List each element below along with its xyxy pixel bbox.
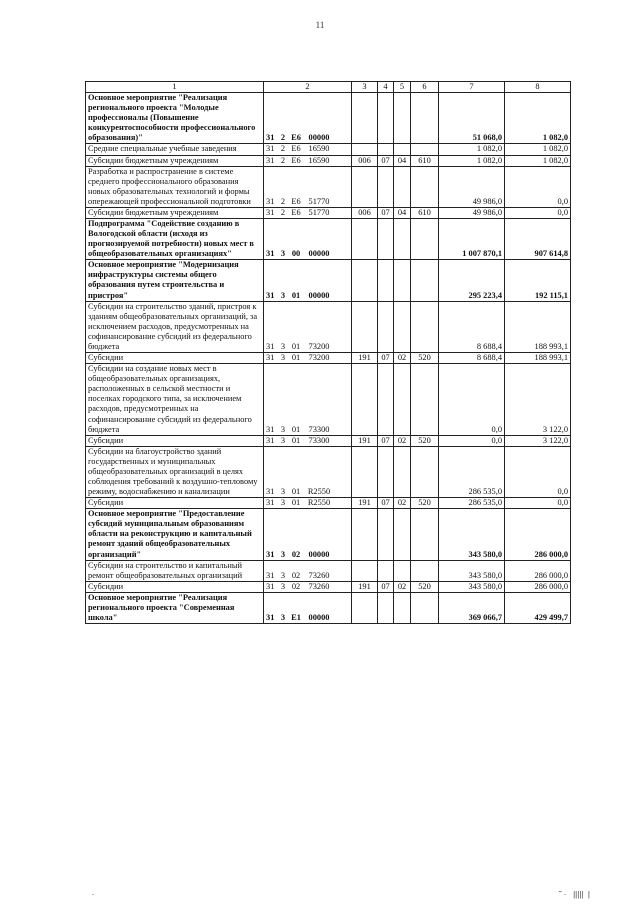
table-row <box>86 435 571 446</box>
row-section <box>378 166 394 207</box>
row-subsection <box>394 166 411 207</box>
row-section <box>378 93 394 144</box>
row-value-col7: 343 580,0 <box>439 560 505 581</box>
table-row <box>86 592 571 623</box>
row-section <box>378 260 394 301</box>
row-expense-type <box>411 560 439 581</box>
row-name: Субсидии на строительство зданий, пристроя к зданиям общеобразовательных организаций, за исключением расходов, предусмотренных на софинансирование субсидий из федерального бюджета <box>86 301 264 352</box>
code-part: 00000 <box>308 549 330 559</box>
row-value-col8: 1 082,0 <box>505 144 571 155</box>
row-value-col8: 3 122,0 <box>505 435 571 446</box>
code-part: 31 <box>266 155 275 165</box>
code-part: 31 <box>266 549 275 559</box>
code-part: 16590 <box>308 144 330 154</box>
row-code <box>264 144 352 155</box>
row-section: 07 <box>378 581 394 592</box>
row-value-col8: 429 499,7 <box>505 592 571 623</box>
row-value-col7: 343 580,0 <box>439 581 505 592</box>
table-row <box>86 353 571 364</box>
code-part: 31 <box>266 570 275 580</box>
table-row <box>86 364 571 436</box>
code-part: 3 <box>280 249 286 259</box>
row-section: 07 <box>378 498 394 509</box>
row-section <box>378 364 394 436</box>
code-part: 02 <box>291 581 301 591</box>
row-value-col8: 1 082,0 <box>505 93 571 144</box>
row-section: 07 <box>378 207 394 218</box>
code-part: 2 <box>280 207 286 217</box>
code-part: 3 <box>280 581 286 591</box>
row-name: Субсидии бюджетным учреждениям <box>86 207 264 218</box>
code-part: 31 <box>266 290 275 300</box>
row-name: Субсидии <box>86 435 264 446</box>
row-subsection <box>394 509 411 560</box>
row-name: Основное мероприятие "Реализация регионального проекта "Современная школа" <box>86 592 264 623</box>
code-part: 73200 <box>308 353 330 363</box>
row-subsection <box>394 592 411 623</box>
code-part: 73300 <box>308 435 330 445</box>
row-value-col7: 8 688,4 <box>439 353 505 364</box>
row-expense-type <box>411 93 439 144</box>
code-part: 02 <box>291 570 301 580</box>
table-row <box>86 301 571 352</box>
code-part: 02 <box>291 549 301 559</box>
row-code <box>264 219 352 260</box>
code-part: 31 <box>266 144 275 154</box>
row-value-col7: 295 223,4 <box>439 260 505 301</box>
column-header: 4 <box>378 82 394 93</box>
row-expense-type: 610 <box>411 207 439 218</box>
row-code <box>264 207 352 218</box>
row-subsection <box>394 301 411 352</box>
row-code <box>264 301 352 352</box>
table-row <box>86 155 571 166</box>
code-part: Е6 <box>291 144 301 154</box>
row-expense-type <box>411 144 439 155</box>
code-part: 01 <box>291 424 301 434</box>
table-row <box>86 93 571 144</box>
code-part: 31 <box>266 612 275 622</box>
code-part: 3 <box>280 290 286 300</box>
row-ministry: 006 <box>352 207 378 218</box>
row-value-col8: 3 122,0 <box>505 364 571 436</box>
code-part: Е1 <box>291 612 301 622</box>
row-value-col7: 369 066,7 <box>439 592 505 623</box>
row-value-col7: 1 007 870,1 <box>439 219 505 260</box>
row-expense-type <box>411 446 439 497</box>
row-value-col8: 0,0 <box>505 498 571 509</box>
row-subsection <box>394 93 411 144</box>
row-value-col8: 0,0 <box>505 446 571 497</box>
code-part: 01 <box>291 435 301 445</box>
row-ministry: 006 <box>352 155 378 166</box>
code-part: 01 <box>291 487 301 497</box>
row-value-col7: 49 986,0 <box>439 166 505 207</box>
row-code <box>264 446 352 497</box>
row-value-col7: 49 986,0 <box>439 207 505 218</box>
row-code <box>264 581 352 592</box>
row-subsection <box>394 560 411 581</box>
code-part: 3 <box>280 612 286 622</box>
table-row <box>86 498 571 509</box>
code-part: 00 <box>291 249 301 259</box>
row-expense-type <box>411 260 439 301</box>
code-part: 3 <box>280 570 286 580</box>
row-section <box>378 446 394 497</box>
row-value-col8: 286 000,0 <box>505 581 571 592</box>
row-value-col8: 192 115,1 <box>505 260 571 301</box>
row-subsection <box>394 364 411 436</box>
row-ministry: 191 <box>352 581 378 592</box>
row-ministry <box>352 219 378 260</box>
row-value-col7: 0,0 <box>439 364 505 436</box>
row-section <box>378 509 394 560</box>
row-name: Подпрограмма "Содействие созданию в Вологодской области (исходя из прогнозируемой потребности) новых мест в общеобразовательных организациях" <box>86 219 264 260</box>
code-part: 73260 <box>308 570 330 580</box>
code-part: 51770 <box>308 196 330 206</box>
row-expense-type <box>411 364 439 436</box>
row-section <box>378 144 394 155</box>
row-expense-type: 520 <box>411 435 439 446</box>
code-part: 51770 <box>308 207 330 217</box>
row-code <box>264 498 352 509</box>
column-header: 3 <box>352 82 378 93</box>
row-value-col8: 286 000,0 <box>505 560 571 581</box>
budget-table <box>85 81 571 624</box>
row-subsection <box>394 219 411 260</box>
code-part: 31 <box>266 435 275 445</box>
row-value-col7: 343 580,0 <box>439 509 505 560</box>
code-part: 3 <box>280 341 286 351</box>
row-expense-type <box>411 592 439 623</box>
row-expense-type <box>411 301 439 352</box>
row-code <box>264 166 352 207</box>
table-header-row <box>86 82 571 93</box>
row-code <box>264 592 352 623</box>
page-number: 11 <box>315 20 325 30</box>
row-name: Субсидии бюджетным учреждениям <box>86 155 264 166</box>
code-part: 31 <box>266 341 275 351</box>
code-part: 31 <box>266 196 275 206</box>
row-code <box>264 435 352 446</box>
row-name: Субсидии на создание новых мест в общеобразовательных организациях, расположенных в сельской местности и поселках городского типа, за исключением расходов, предусмотренных на софинансирование субсидий из федерального бюджета <box>86 364 264 436</box>
row-value-col7: 286 535,0 <box>439 446 505 497</box>
code-part: 3 <box>280 549 286 559</box>
row-ministry <box>352 446 378 497</box>
code-part: 31 <box>266 249 275 259</box>
row-ministry <box>352 260 378 301</box>
row-expense-type <box>411 219 439 260</box>
row-code <box>264 93 352 144</box>
table-row <box>86 219 571 260</box>
row-subsection: 02 <box>394 498 411 509</box>
row-ministry: 191 <box>352 353 378 364</box>
row-subsection <box>394 144 411 155</box>
code-part: 3 <box>280 353 286 363</box>
row-value-col7: 51 068,0 <box>439 93 505 144</box>
row-value-col8: 286 000,0 <box>505 509 571 560</box>
row-ministry <box>352 301 378 352</box>
code-part: 73300 <box>308 424 330 434</box>
row-subsection: 04 <box>394 207 411 218</box>
row-ministry <box>352 592 378 623</box>
code-part: 31 <box>266 581 275 591</box>
row-name: Субсидии на строительство и капитальный ремонт общеобразовательных организаций <box>86 560 264 581</box>
code-part: 01 <box>291 498 301 508</box>
code-part: 3 <box>280 424 286 434</box>
code-part: 31 <box>266 353 275 363</box>
row-subsection: 04 <box>394 155 411 166</box>
row-code <box>264 155 352 166</box>
row-name: Субсидии <box>86 581 264 592</box>
column-header: 1 <box>86 82 264 93</box>
row-value-col8: 188 993,1 <box>505 353 571 364</box>
row-expense-type <box>411 166 439 207</box>
row-ministry <box>352 144 378 155</box>
row-subsection: 02 <box>394 435 411 446</box>
row-name: Субсидии <box>86 353 264 364</box>
row-expense-type <box>411 509 439 560</box>
row-value-col8: 0,0 <box>505 207 571 218</box>
row-name: Разработка и распространение в системе среднего профессионального образования новых образовательных технологий и формы опережающей профессиональной подготовки <box>86 166 264 207</box>
row-value-col7: 0,0 <box>439 435 505 446</box>
table-row <box>86 581 571 592</box>
row-name: Средние специальные учебные заведения <box>86 144 264 155</box>
row-section <box>378 219 394 260</box>
code-part: 31 <box>266 424 275 434</box>
code-part: 00000 <box>308 249 330 259</box>
column-header: 7 <box>439 82 505 93</box>
code-part: 01 <box>291 290 301 300</box>
code-part: Е6 <box>291 196 301 206</box>
table-row <box>86 207 571 218</box>
code-part: 73260 <box>308 581 330 591</box>
row-value-col7: 1 082,0 <box>439 155 505 166</box>
code-part: 2 <box>280 196 286 206</box>
code-part: 00000 <box>308 133 330 143</box>
code-part: 00000 <box>308 290 330 300</box>
code-part: 3 <box>280 498 286 508</box>
row-section: 07 <box>378 435 394 446</box>
row-value-col8: 0,0 <box>505 166 571 207</box>
row-value-col8: 907 614,8 <box>505 219 571 260</box>
code-part: Е6 <box>291 207 301 217</box>
row-expense-type: 520 <box>411 498 439 509</box>
table-row <box>86 509 571 560</box>
row-value-col8: 1 082,0 <box>505 155 571 166</box>
table-row <box>86 166 571 207</box>
row-value-col7: 8 688,4 <box>439 301 505 352</box>
row-ministry <box>352 166 378 207</box>
row-value-col7: 1 082,0 <box>439 144 505 155</box>
column-header: 8 <box>505 82 571 93</box>
row-name: Субсидии <box>86 498 264 509</box>
row-expense-type: 520 <box>411 353 439 364</box>
row-name: Основное мероприятие "Модернизация инфраструктуры системы общего образования путем строительства и пристроя" <box>86 260 264 301</box>
row-ministry <box>352 560 378 581</box>
scan-mark: . <box>92 888 94 897</box>
code-part: R2550 <box>307 498 331 508</box>
row-ministry <box>352 364 378 436</box>
code-part: 31 <box>266 487 275 497</box>
row-code <box>264 560 352 581</box>
row-ministry: 191 <box>352 435 378 446</box>
code-part: 2 <box>280 155 286 165</box>
code-part: Е6 <box>291 155 301 165</box>
code-part: Е6 <box>291 133 301 143</box>
scan-marks: ˜ · ||||| | <box>558 890 590 899</box>
row-expense-type: 610 <box>411 155 439 166</box>
table-row <box>86 144 571 155</box>
column-header: 2 <box>264 82 352 93</box>
code-part: 16590 <box>308 155 330 165</box>
code-part: 01 <box>291 353 301 363</box>
code-part: 00000 <box>308 612 330 622</box>
row-value-col8: 188 993,1 <box>505 301 571 352</box>
row-subsection: 02 <box>394 581 411 592</box>
row-section: 07 <box>378 353 394 364</box>
table-row <box>86 560 571 581</box>
row-ministry: 191 <box>352 498 378 509</box>
row-expense-type: 520 <box>411 581 439 592</box>
row-name: Основное мероприятие "Предоставление субсидий муниципальным образованиям области на реконструкцию и капитальный ремонт зданий общеобразовательных организаций" <box>86 509 264 560</box>
code-part: 3 <box>280 435 286 445</box>
row-section <box>378 592 394 623</box>
row-value-col7: 286 535,0 <box>439 498 505 509</box>
code-part: 73200 <box>308 341 330 351</box>
row-subsection: 02 <box>394 353 411 364</box>
row-subsection <box>394 260 411 301</box>
code-part: 3 <box>280 487 286 497</box>
code-part: 31 <box>266 133 275 143</box>
row-code <box>264 260 352 301</box>
row-code <box>264 364 352 436</box>
code-part: R2550 <box>307 487 331 497</box>
row-name: Субсидии на благоустройство зданий государственных и муниципальных общеобразовательных организаций в целях соблюдения требований к воздушно-тепловому режиму, водоснабжению и канализации <box>86 446 264 497</box>
row-ministry <box>352 93 378 144</box>
code-part: 31 <box>266 498 275 508</box>
table-row <box>86 260 571 301</box>
row-section <box>378 301 394 352</box>
row-code <box>264 353 352 364</box>
code-part: 2 <box>280 133 286 143</box>
row-ministry <box>352 509 378 560</box>
row-name: Основное мероприятие "Реализация регионального проекта "Молодые профессионалы (Повышение конкурентоспособности профессионального образования)" <box>86 93 264 144</box>
column-header: 6 <box>411 82 439 93</box>
code-part: 2 <box>280 144 286 154</box>
table-row <box>86 446 571 497</box>
row-code <box>264 509 352 560</box>
row-section: 07 <box>378 155 394 166</box>
column-header: 5 <box>394 82 411 93</box>
row-section <box>378 560 394 581</box>
code-part: 01 <box>291 341 301 351</box>
code-part: 31 <box>266 207 275 217</box>
row-subsection <box>394 446 411 497</box>
